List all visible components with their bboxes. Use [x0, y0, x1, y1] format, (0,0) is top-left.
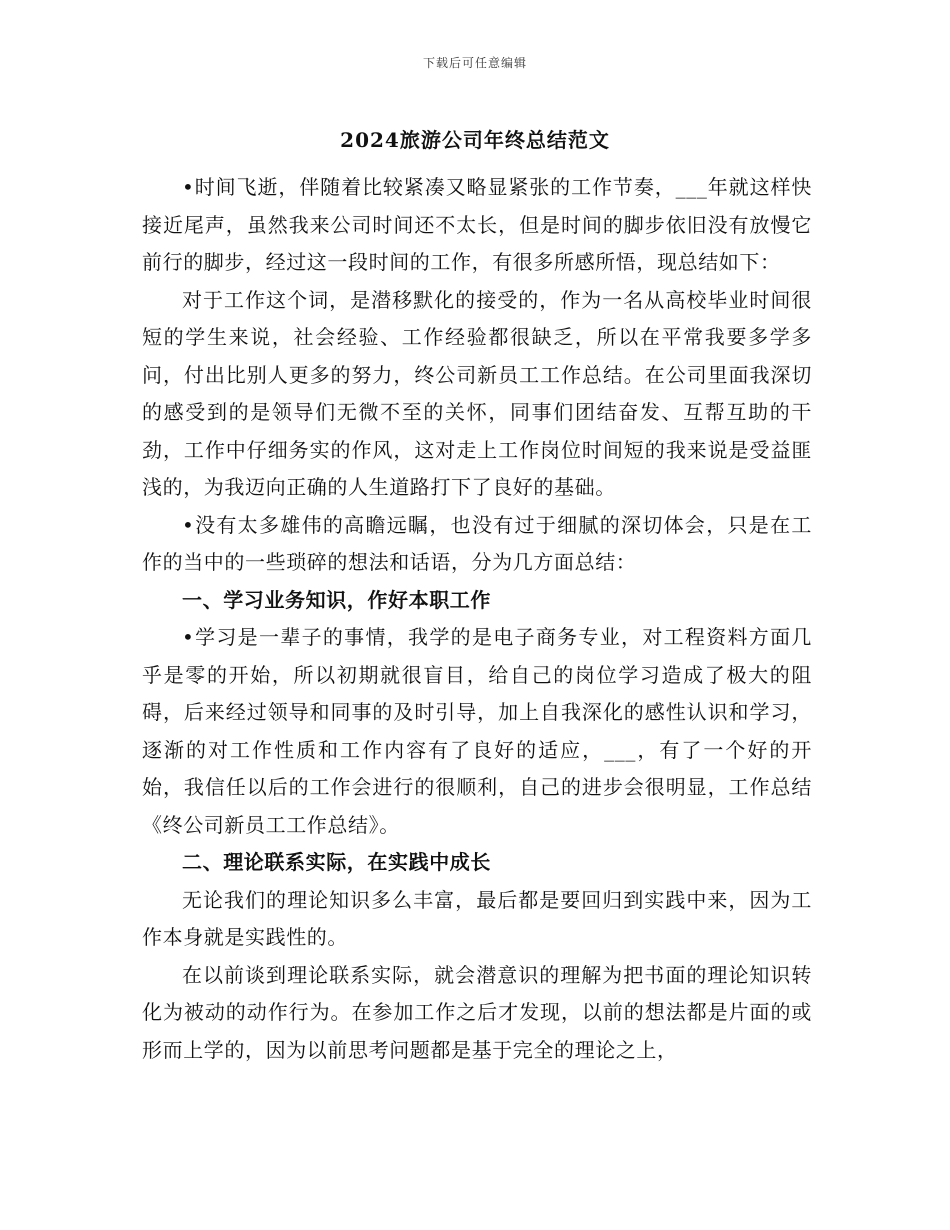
paragraph-work-understanding: 对于工作这个词，是潜移默化的接受的，作为一名从高校毕业时间很短的学生来说，社会经验、工作经验都很缺乏，所以在平常我要多学多问，付出比别人更多的努力，终公司新员工工作总结。在公司里面我深切的感受到的是领导们无微不至的关怀，同事们团结奋发、互帮互助的干劲，工作中仔细务实的作风，这对走上工作岗位时间短的我来说是受益匪浅的，为我迈向正确的人生道路打下了良好的基础。: [142, 287, 812, 499]
paragraph-theory-practice: 无论我们的理论知识多么丰富，最后都是要回归到实践中来，因为工作本身就是实践性的。: [142, 887, 812, 949]
section-heading-2: 二、理论联系实际，在实践中成长: [182, 850, 491, 874]
section-heading-1: 一、学习业务知识，作好本职工作: [182, 587, 491, 612]
header-note: 下载后可任意编辑: [422, 56, 527, 70]
paragraph-summary-aspects: •没有太多雄伟的高瞻远瞩，也没有过于细腻的深切体会，只是在工作的当中的一些琐碎的想法和话语，分为几方面总结：: [142, 512, 812, 574]
paragraph-intro: •时间飞逝，伴随着比较紧凑又略显紧张的工作节奏，___年就这样快接近尾声，虽然我来公司时间还不太长，但是时间的脚步依旧没有放慢它前行的脚步，经过这一段时间的工作，有很多所感所悟，现总结如下：: [142, 175, 812, 274]
document-body: [142, 169, 812, 1069]
paragraph-past-understanding: 在以前谈到理论联系实际，就会潜意识的理解为把书面的理论知识转化为被动的动作行为。在参加工作之后才发现，以前的想法都是片面的或形而上学的，因为以前思考问题都是基于完全的理论之上，: [142, 962, 812, 1062]
paragraph-learning: •学习是一辈子的事情，我学的是电子商务专业，对工程资料方面几乎是零的开始，所以初期就很盲目，给自己的岗位学习造成了极大的阻碍，后来经过领导和同事的及时引导，加上自我深化的感性认识和学习，逐渐的对工作性质和工作内容有了良好的适应，___，有了一个好的开始，我信任以后的工作会进行的很顺利，自己的进步会很明显，工作总结《终公司新员工工作总结》。: [142, 625, 812, 837]
document-title: 2024旅游公司年终总结范文: [340, 128, 610, 152]
